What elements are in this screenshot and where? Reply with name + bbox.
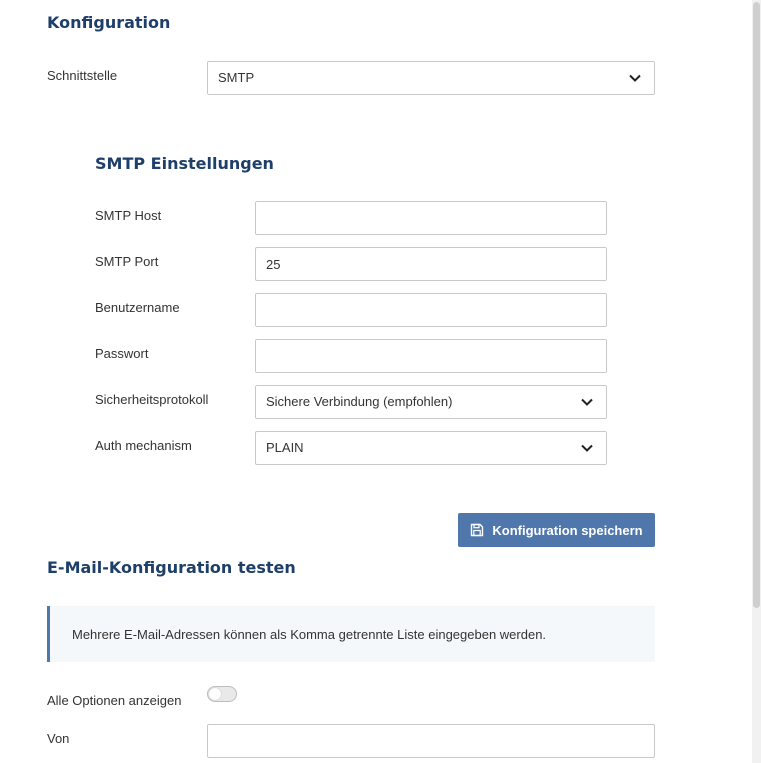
chevron-down-icon — [580, 432, 594, 464]
auth-mechanism-value: PLAIN — [266, 440, 304, 455]
save-icon — [470, 523, 484, 537]
security-protocol-value: Sichere Verbindung (empfohlen) — [266, 394, 453, 409]
from-input[interactable] — [207, 724, 655, 758]
toggle-knob — [209, 688, 221, 700]
smtp-host-label: SMTP Host — [95, 208, 162, 223]
save-configuration-button[interactable] — [458, 513, 655, 547]
smtp-settings-title: SMTP Einstellungen — [95, 154, 274, 173]
save-configuration-label: Konfiguration speichern — [492, 522, 643, 538]
auth-mechanism-label: Auth mechanism — [95, 438, 192, 453]
chevron-down-icon — [628, 62, 642, 94]
schnittstelle-value: SMTP — [218, 70, 255, 85]
security-protocol-label: Sicherheitsprotokoll — [95, 392, 209, 407]
info-text: Mehrere E-Mail-Adressen können als Komma getrennte Liste eingegeben werden. — [72, 626, 547, 642]
schnittstelle-label: Schnittstelle — [47, 68, 118, 83]
username-input[interactable] — [255, 293, 607, 327]
auth-mechanism-select[interactable] — [255, 431, 607, 465]
username-label: Benutzername — [95, 300, 180, 315]
chevron-down-icon — [580, 386, 594, 418]
smtp-port-label: SMTP Port — [95, 254, 159, 269]
schnittstelle-select[interactable] — [207, 61, 655, 95]
password-label: Passwort — [95, 346, 149, 361]
test-config-title: E-Mail-Konfiguration testen — [47, 558, 296, 577]
scrollbar-thumb[interactable] — [753, 2, 760, 608]
info-box — [47, 606, 655, 662]
show-all-options-toggle[interactable] — [207, 686, 237, 702]
smtp-host-input[interactable] — [255, 201, 607, 235]
from-label: Von — [47, 731, 70, 746]
konfiguration-title: Konfiguration — [47, 13, 171, 32]
page-scrollbar[interactable] — [752, 0, 761, 763]
security-protocol-select[interactable] — [255, 385, 607, 419]
smtp-port-input[interactable] — [255, 247, 607, 281]
password-input[interactable] — [255, 339, 607, 373]
show-all-options-label: Alle Optionen anzeigen — [47, 693, 182, 708]
